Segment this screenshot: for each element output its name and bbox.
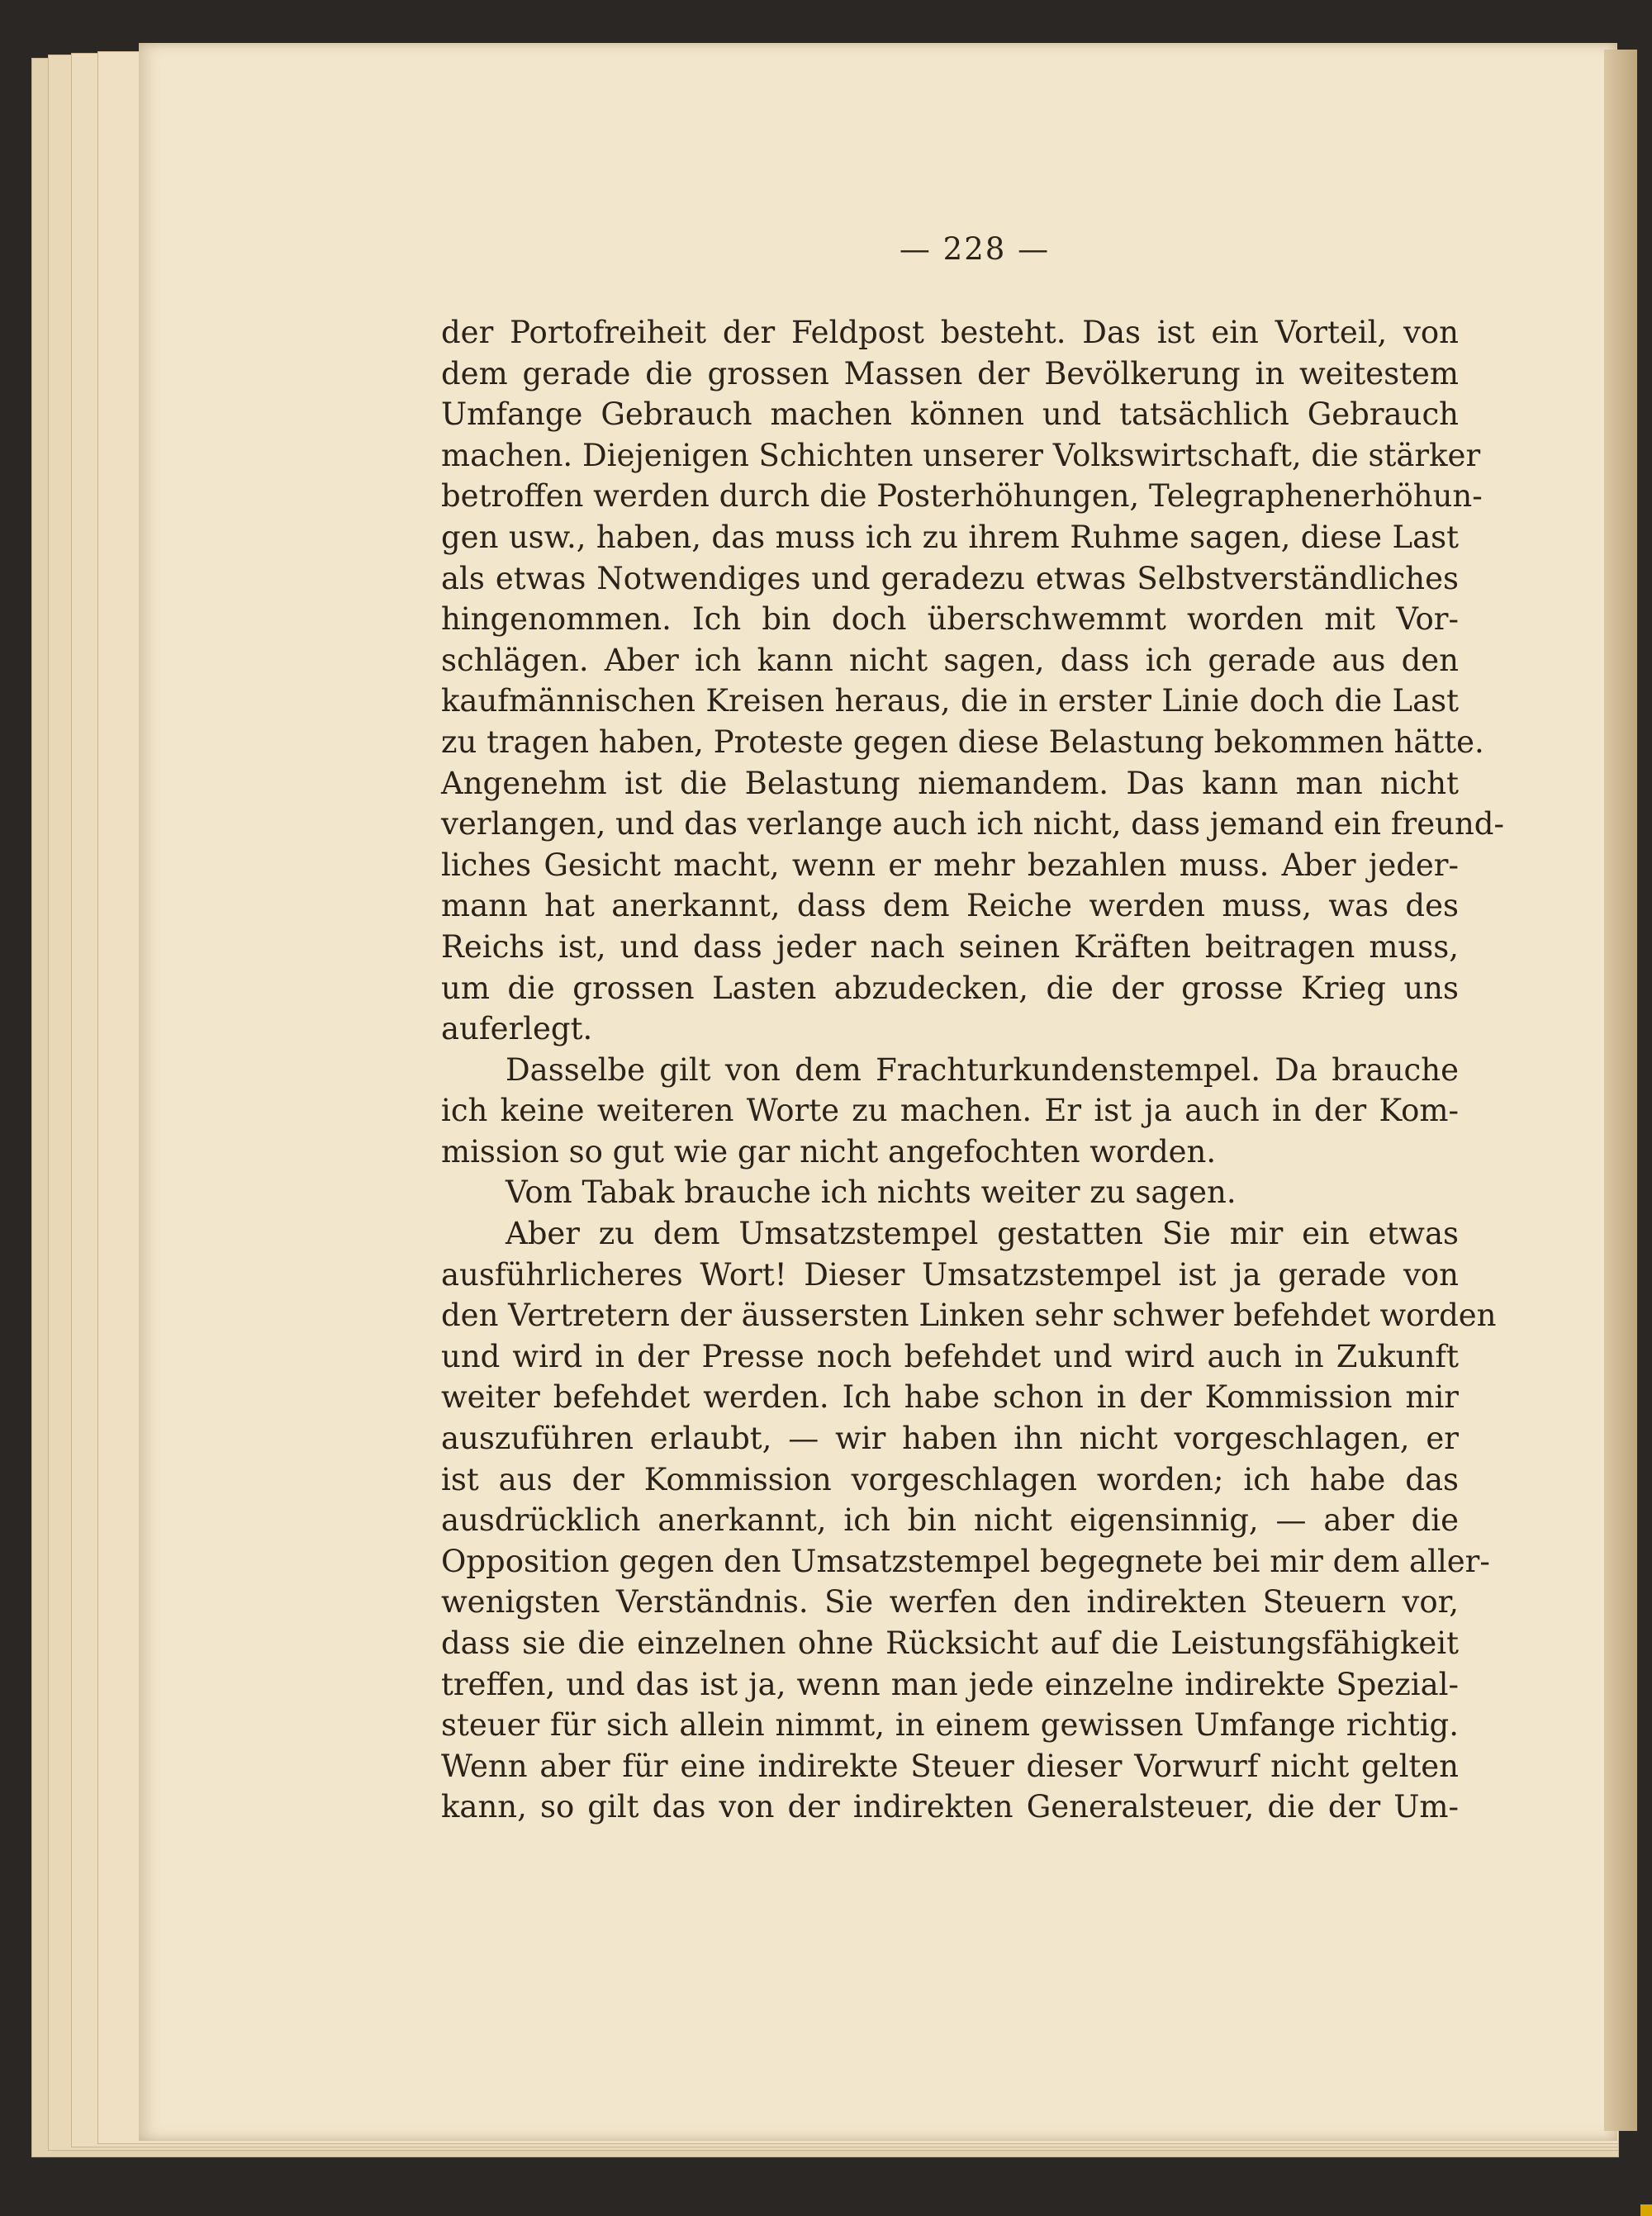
text-line: ist aus der Kommission vorgeschlagen worden; ich habe das: [441, 1461, 1459, 1497]
page-number-header: — 228 —: [899, 231, 1051, 267]
text-line: kann, so gilt das von der indirekten Generalsteuer, die der Um-: [441, 1789, 1459, 1825]
text-line: mann hat anerkannt, dass dem Reiche werden muss, was des: [441, 888, 1459, 924]
text-line: und wird in der Presse noch befehdet und wird auch in Zukunft: [441, 1338, 1459, 1374]
text-line: ausdrücklich anerkannt, ich bin nicht eigensinnig, — aber die: [441, 1502, 1459, 1539]
text-line: hingenommen. Ich bin doch überschwemmt worden mit Vor-: [441, 601, 1459, 638]
text-line: steuer für sich allein nimmt, in einem gewissen Umfange richtig.: [441, 1707, 1459, 1744]
text-line: als etwas Notwendiges und geradezu etwas Selbstverständliches: [441, 560, 1459, 596]
text-line: ausführlicheres Wort! Dieser Umsatzstempel ist ja gerade von: [441, 1256, 1459, 1293]
text-line: den Vertretern der äussersten Linken sehr schwer befehdet worden: [441, 1298, 1497, 1334]
text-line: der Portofreiheit der Feldpost besteht. Das ist ein Vorteil, von: [441, 315, 1459, 350]
text-line: Reichs ist, und dass jeder nach seinen Kräften beitragen muss,: [441, 928, 1459, 965]
text-line: Wenn aber für eine indirekte Steuer dieser Vorwurf nicht gelten: [441, 1748, 1459, 1784]
text-line: Vom Tabak brauche ich nichts weiter zu sagen.: [506, 1174, 1237, 1211]
text-line: Umfange Gebrauch machen können und tatsächlich Gebrauch: [441, 396, 1459, 433]
text-line: auszuführen erlaubt, — wir haben ihn nicht vorgeschlagen, er: [441, 1421, 1459, 1457]
text-line: gen usw., haben, das muss ich zu ihrem Ruhme sagen, diese Last: [441, 519, 1459, 555]
text-line: verlangen, und das verlange auch ich nicht, dass jemand ein freund-: [441, 806, 1504, 842]
text-line: treffen, und das ist ja, wenn man jede einzelne indirekte Spezial-: [441, 1666, 1459, 1702]
text-line: Dasselbe gilt von dem Frachturkundenstempel. Da brauche: [506, 1051, 1459, 1088]
text-line: liches Gesicht macht, wenn er mehr bezahlen muss. Aber jeder-: [441, 847, 1459, 883]
scan-color-target: [1640, 2204, 1652, 2216]
text-line: dem gerade die grossen Massen der Bevölkerung in weitestem: [441, 355, 1459, 391]
text-line: schlägen. Aber ich kann nicht sagen, dass ich gerade aus den: [441, 642, 1459, 678]
text-line: betroffen werden durch die Posterhöhungen, Telegraphenerhöhun-: [441, 478, 1483, 515]
text-line: Aber zu dem Umsatzstempel gestatten Sie mir ein etwas: [506, 1216, 1459, 1252]
text-line: mission so gut wie gar nicht angefochten worden.: [441, 1133, 1217, 1170]
text-line: machen. Diejenigen Schichten unserer Volkswirtschaft, die stärker: [441, 437, 1481, 473]
text-line: dass sie die einzelnen ohne Rücksicht auf die Leistungsfähigkeit: [441, 1625, 1459, 1661]
text-line: Opposition gegen den Umsatzstempel begegnete bei mir dem aller-: [441, 1543, 1490, 1579]
text-line: auferlegt.: [441, 1011, 593, 1047]
text-line: kaufmännischen Kreisen heraus, die in erster Linie doch die Last: [441, 683, 1459, 719]
text-line: weiter befehdet werden. Ich habe schon in der Kommission mir: [441, 1379, 1459, 1416]
body-text: [441, 312, 1504, 1828]
text-line: ich keine weiteren Worte zu machen. Er ist ja auch in der Kom-: [441, 1093, 1459, 1129]
text-line: um die grossen Lasten abzudecken, die der grosse Krieg uns: [441, 970, 1459, 1006]
text-line: Angenehm ist die Belastung niemandem. Das kann man nicht: [441, 765, 1459, 801]
text-line: wenigsten Verständnis. Sie werfen den indirekten Steuern vor,: [441, 1584, 1459, 1620]
page-gutter-edge: [1604, 50, 1637, 2131]
text-line: zu tragen haben, Proteste gegen diese Belastung bekommen hätte.: [441, 724, 1484, 760]
